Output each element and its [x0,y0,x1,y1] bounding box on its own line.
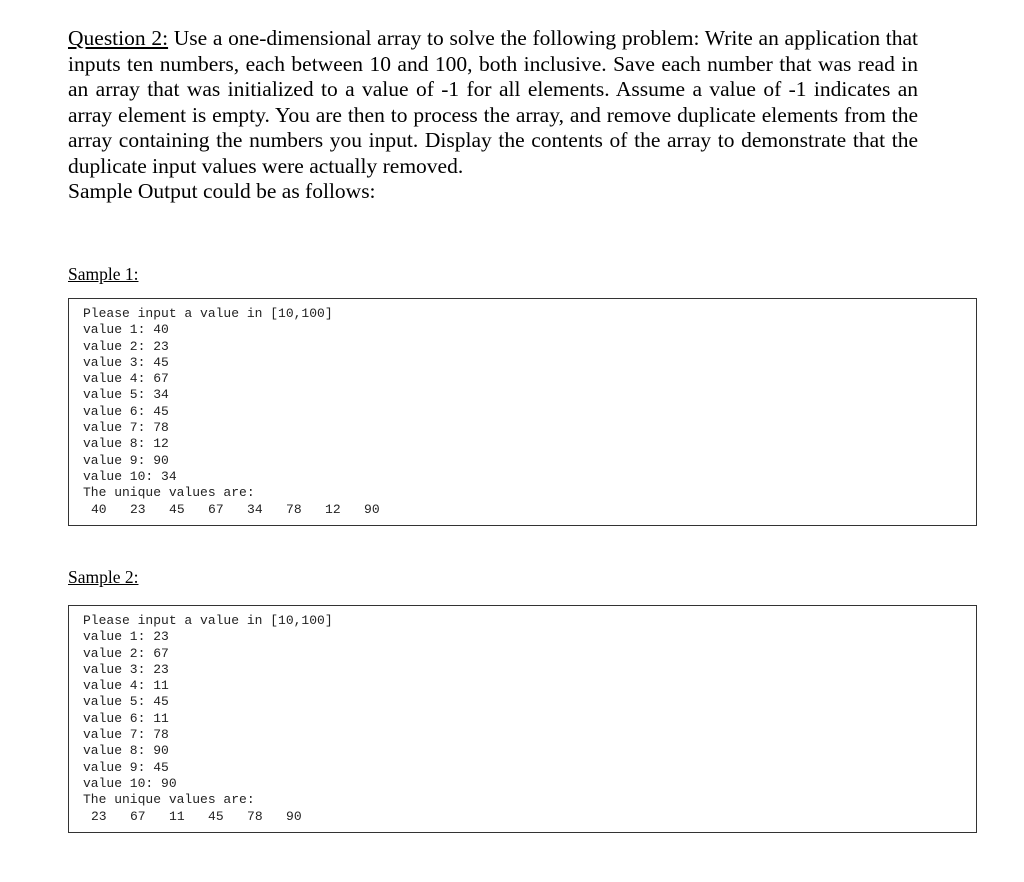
console-line: value 4: 67 [83,371,169,387]
console-line: value 10: 90 [83,775,177,791]
console-result-label: The unique values are: [83,792,255,808]
console-line: value 2: 67 [83,645,169,661]
question-text [68,26,918,205]
console-line: value 1: 40 [83,322,169,338]
console-line: value 3: 45 [83,354,169,370]
question-body: Use a one-dimensional array to solve the following problem: Write an application that inputs ten numbers, each between 10 and 100, both inclusive. Save each number that was read in an array that was initialized to a value of -1 for all elements. Assume a value of -1 indicates an array element is empty. You are then to process the array, and remove duplicate elements from the array containing the numbers you input. Display the contents of the array to demonstrate that the duplicate input values were actually removed. [68,26,919,178]
console-line: value 9: 90 [83,452,169,468]
console-line: value 9: 45 [83,759,169,775]
console-line: value 6: 11 [83,710,169,726]
console-prompt: Please input a value in [10,100] [83,613,333,628]
sample-intro: Sample Output could be as follows: [68,179,376,203]
console-line: value 7: 78 [83,420,169,436]
console-line: value 5: 34 [83,387,169,403]
sample-2-heading: Sample 2: [68,567,139,587]
console-line: value 10: 34 [83,468,177,484]
question-heading: Question 2: [68,26,169,50]
console-line: value 5: 45 [83,694,169,710]
console-line: value 4: 11 [83,678,169,694]
console-line: value 8: 12 [83,436,169,452]
sample-1-heading: Sample 1: [68,264,139,284]
console-line: value 3: 23 [83,661,169,677]
console-result-label: The unique values are: [83,485,255,501]
console-line: value 6: 45 [83,403,169,419]
console-prompt: Please input a value in [10,100] [83,306,333,321]
question-paragraph [68,26,918,179]
console-result-values: 40 23 45 67 34 78 12 90 [91,501,380,517]
console-result-values: 23 67 11 45 78 90 [91,808,302,824]
console-line: value 2: 23 [83,338,169,354]
sample-1-console [68,298,977,526]
console-line: value 8: 90 [83,743,169,759]
console-line: value 1: 23 [83,629,169,645]
sample-2-console [68,605,977,833]
console-line: value 7: 78 [83,727,169,743]
